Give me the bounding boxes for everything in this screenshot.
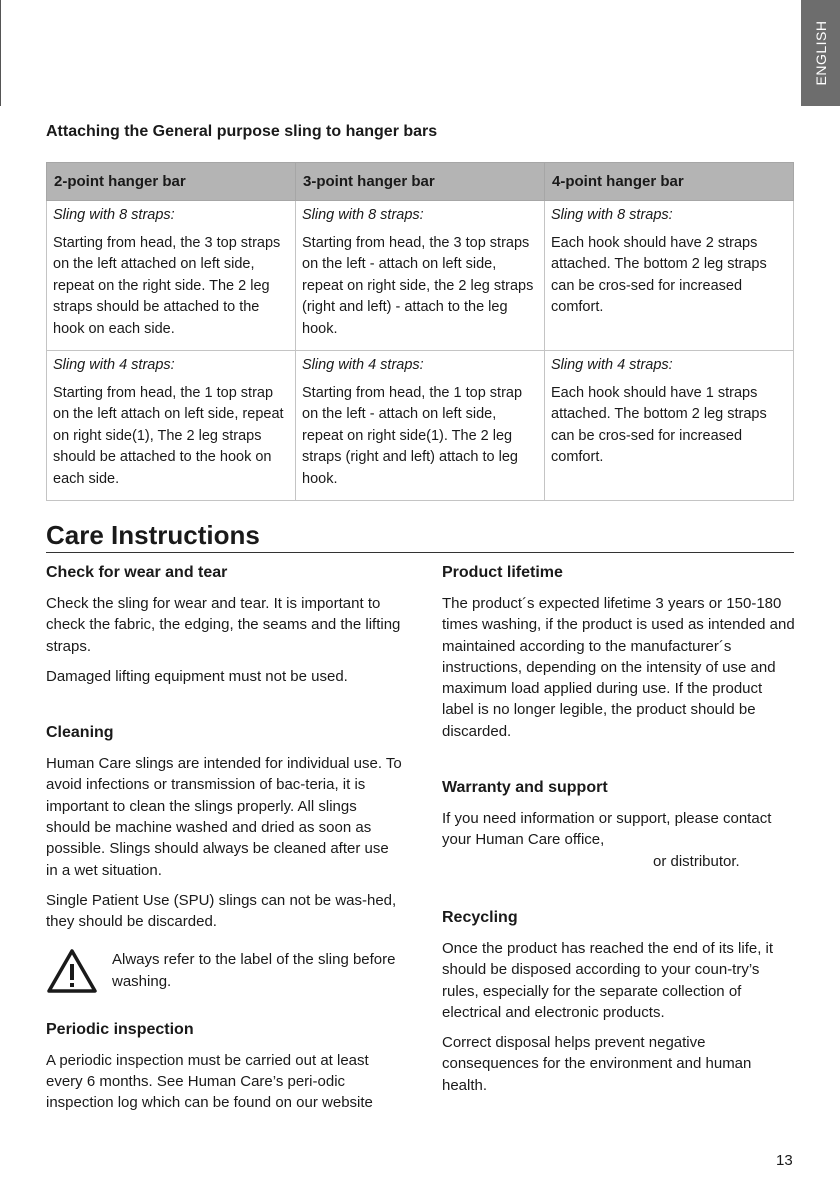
cell-text: Each hook should have 2 straps attached. The bottom 2 leg straps can be cros-sed for increased comfort. (551, 234, 767, 315)
table-cell (47, 201, 296, 351)
table-cell (296, 351, 545, 501)
column-header-3-point: 3-point hanger bar (296, 163, 545, 201)
cell-subtitle: Sling with 4 straps: (53, 357, 175, 373)
table-cell (296, 201, 545, 351)
recycling-paragraph: Correct disposal helps prevent negative consequences for the environment and human health. (442, 1034, 752, 1094)
language-tab-label: ENGLISH (812, 20, 829, 86)
cell-text: Starting from head, the 3 top straps on the left - attach on left side, repeat on right side, the 2 leg straps (right and left) - attach to the leg hook. (302, 234, 534, 337)
table-row-8-straps (47, 201, 794, 351)
cell-text: Starting from head, the 3 top straps on the left attached on left side, repeat on the right side. The 2 leg straps should be attached to the hook on each side. (53, 234, 281, 337)
cell-subtitle: Sling with 8 straps: (302, 207, 424, 223)
cell-subtitle: Sling with 8 straps: (53, 207, 175, 223)
warranty-distributor-text: or distributor. (653, 852, 740, 870)
recycling-title: Recycling (442, 908, 518, 926)
crop-mark (0, 0, 1, 106)
table-header-row (47, 163, 794, 201)
warranty-title: Warranty and support (442, 779, 608, 797)
product-lifetime-title: Product lifetime (442, 564, 563, 581)
periodic-inspection-title: Periodic inspection (46, 1020, 194, 1038)
table-cell (545, 351, 794, 501)
warning-triangle-icon (46, 947, 98, 995)
table-row-4-straps (47, 351, 794, 501)
cell-text: Starting from head, the 1 top strap on the left attach on left side, repeat on right side(1), The 2 leg straps should be attached to the hook on each side. (53, 384, 284, 487)
column-header-2-point: 2-point hanger bar (47, 163, 296, 201)
table-cell (545, 201, 794, 351)
care-right-column (442, 562, 798, 1105)
recycling-paragraph: Once the product has reached the end of its life, it should be disposed according to your coun-try’s rules, especially for the separate collection of electrical and electronic products. (442, 939, 774, 1021)
care-left-column (46, 562, 402, 1122)
cell-subtitle: Sling with 4 straps: (551, 357, 673, 373)
wear-tear-title: Check for wear and tear (46, 564, 228, 581)
page-number: 13 (776, 1152, 793, 1169)
cleaning-title: Cleaning (46, 724, 114, 742)
attaching-section-title: Attaching the General purpose sling to hanger bars (46, 123, 438, 140)
product-lifetime-paragraph: The product´s expected lifetime 3 years or 150-180 times washing, if the product is used as intended and maintained according to the manufacturer´s instructions, depending on the intensity of use and maximum load applied during use. If the product label is no longer legible, the product should be discarded. (442, 595, 795, 740)
language-tab (801, 0, 840, 106)
cell-text: Each hook should have 1 straps attached. The bottom 2 leg straps can be cros-sed for increased comfort. (551, 384, 767, 465)
care-instructions-heading: Care Instructions (46, 518, 794, 553)
hanger-bar-table (46, 162, 794, 501)
table-cell (47, 351, 296, 501)
warning-text: Always refer to the label of the sling before washing. (112, 951, 396, 990)
cell-subtitle: Sling with 8 straps: (551, 207, 673, 223)
cleaning-paragraph: Human Care slings are intended for individual use. To avoid infections or transmission of bac-teria, it is important to clean the slings properly. All slings should be machine washed and dried as soon as possible. Slings should always be cleaned after use in a wet situation. (46, 755, 402, 879)
warning-note (46, 947, 402, 995)
cleaning-paragraph: Single Patient Use (SPU) slings can not be was-hed, they should be discarded. (46, 891, 397, 931)
wear-tear-paragraph: Check the sling for wear and tear. It is important to check the fabric, the edging, the seams and the lifting straps. (46, 595, 401, 655)
column-header-4-point: 4-point hanger bar (545, 163, 794, 201)
cell-subtitle: Sling with 4 straps: (302, 357, 424, 373)
warranty-paragraph: If you need information or support, please contact your Human Care office, (442, 810, 772, 849)
cell-text: Starting from head, the 1 top strap on the left - attach on left side, repeat on right side(1). The 2 leg straps (right and left) attach to leg hook. (302, 384, 523, 487)
wear-tear-paragraph: Damaged lifting equipment must not be used. (46, 667, 348, 685)
periodic-inspection-paragraph: A periodic inspection must be carried out at least every 6 months. See Human Care’s peri-odic inspection log which can be found on our website (46, 1051, 373, 1112)
